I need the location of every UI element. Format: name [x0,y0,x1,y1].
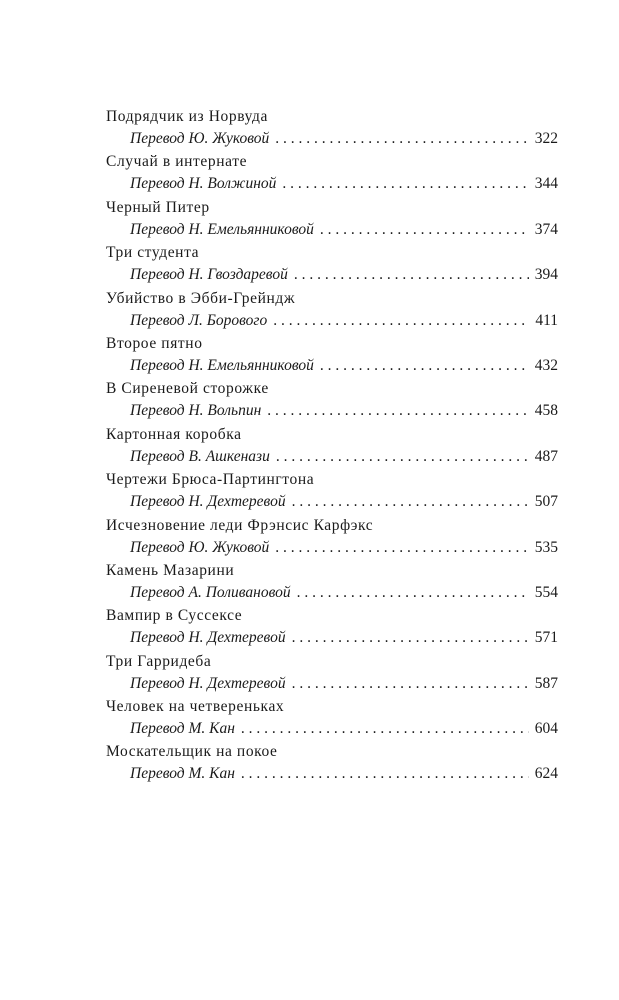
dot-leader [282,173,528,195]
translator-line [106,173,558,195]
translator-line [106,446,558,468]
translator-line [106,310,558,332]
toc-entry[interactable] [106,469,558,514]
translator-line [106,128,558,150]
toc-entry[interactable] [106,741,558,786]
page-number: 322 [534,130,558,147]
page-number: 604 [534,720,558,738]
page-number: 374 [534,220,558,238]
toc-entry[interactable] [106,696,558,741]
story-title: Москательщик на покое [106,743,278,761]
dot-leader [297,582,529,604]
translator-line [106,219,558,241]
toc-entry[interactable] [106,424,558,469]
page-number: 432 [534,356,558,374]
translator-line [106,491,558,513]
translator-credit: Перевод В. Ашкенази [130,447,270,465]
translator-line [106,582,558,604]
toc-entry[interactable] [106,106,558,151]
story-title: Картонная коробка [106,425,242,443]
table-of-contents [106,106,558,787]
toc-entry[interactable] [106,378,558,423]
dot-leader [275,537,528,559]
page-number: 624 [534,765,558,783]
translator-credit: Перевод Н. Гвоздаревой [130,266,288,284]
translator-credit: Перевод Н. Волжиной [130,175,277,193]
story-title: Три студента [106,244,200,262]
story-title: Случай в интернате [106,153,248,171]
translator-line [106,400,558,422]
story-title: Три Гарридеба [106,652,212,670]
dot-leader [275,128,528,150]
dot-leader [273,310,529,332]
page-number: 458 [534,402,558,420]
translator-credit: Перевод М. Кан [130,765,235,783]
toc-entry[interactable] [106,605,558,650]
story-title: Убийство в Эбби-Грейндж [106,289,296,307]
translator-line [106,718,558,740]
dot-leader [241,718,529,740]
page-number: 587 [534,674,558,692]
dot-leader [294,264,529,286]
story-title: Подрядчик из Норвуда [106,108,268,125]
page-number: 507 [534,493,558,511]
story-title: В Сиреневой сторожке [106,380,269,398]
story-title: Чертежи Брюса-Партингтона [106,471,315,489]
toc-entry[interactable] [106,242,558,287]
toc-entry[interactable] [106,651,558,696]
page-number: 394 [534,266,558,284]
translator-credit: Перевод М. Кан [130,720,235,738]
story-title: Второе пятно [106,334,203,352]
translator-credit: Перевод Н. Дехтеревой [130,629,286,647]
translator-line [106,264,558,286]
translator-credit: Перевод Н. Емельянниковой [130,220,314,238]
toc-entry[interactable] [106,333,558,378]
page-number: 344 [534,175,558,193]
translator-credit: Перевод Н. Дехтеревой [130,674,286,692]
translator-line [106,537,558,559]
dot-leader [320,355,529,377]
dot-leader [292,627,529,649]
story-title: Человек на четвереньках [106,698,285,716]
toc-entry[interactable] [106,197,558,242]
story-title: Вампир в Суссексе [106,607,243,625]
dot-leader [241,763,529,785]
page-number: 554 [534,583,558,601]
translator-line [106,673,558,695]
translator-credit: Перевод Н. Емельянниковой [130,356,314,374]
page-number: 487 [534,447,558,465]
translator-credit: Перевод Ю. Жуковой [130,538,270,556]
page-number: 535 [534,538,558,556]
story-title: Черный Питер [106,198,210,216]
dot-leader [292,673,529,695]
page-number: 571 [534,629,558,647]
dot-leader [267,400,528,422]
translator-line [106,763,558,785]
translator-line [106,627,558,649]
dot-leader [320,219,529,241]
translator-credit: Перевод А. Поливановой [130,583,291,601]
translator-line [106,355,558,377]
page-number: 411 [535,311,558,329]
toc-entry[interactable] [106,288,558,333]
story-title: Камень Мазарини [106,561,235,579]
translator-credit: Перевод Н. Вольпин [130,402,262,420]
dot-leader [276,446,529,468]
toc-entry[interactable] [106,151,558,196]
toc-entry[interactable] [106,560,558,605]
translator-credit: Перевод Л. Борового [130,311,268,329]
story-title: Исчезновение леди Фрэнсис Карфэкс [106,516,374,534]
translator-credit: Перевод Н. Дехтеревой [130,493,286,511]
translator-credit: Перевод Ю. Жуковой [130,130,270,147]
dot-leader [292,491,529,513]
toc-entry[interactable] [106,515,558,560]
